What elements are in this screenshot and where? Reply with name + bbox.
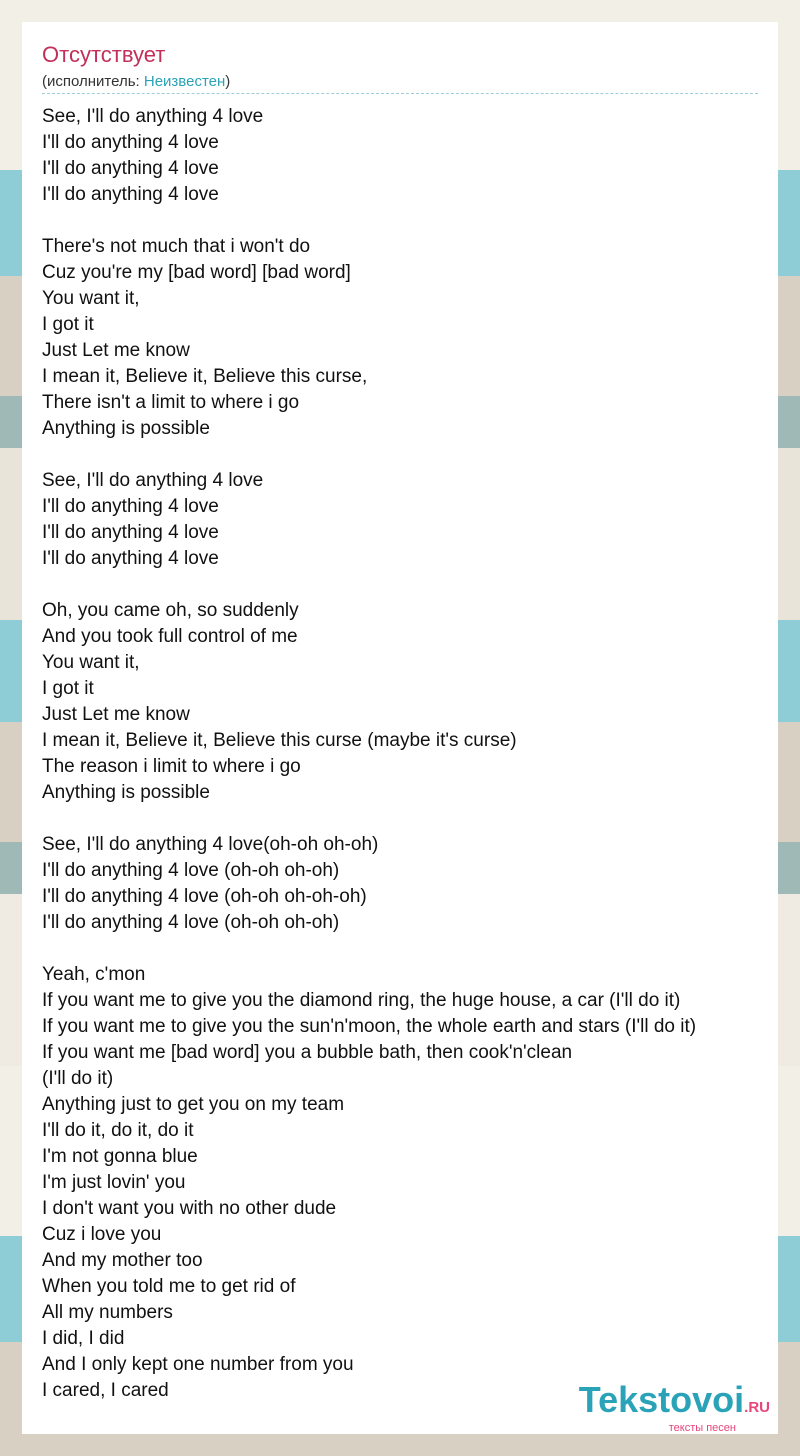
lyric-line: Anything is possible — [42, 782, 210, 803]
lyric-line: Oh, you came oh, so suddenly — [42, 600, 299, 621]
lyric-line: I cared, I cared — [42, 1380, 169, 1401]
lyric-line — [42, 208, 762, 234]
lyric-line: Cuz i love you — [42, 1224, 162, 1245]
lyric-line: Anything is possible — [42, 418, 210, 439]
lyric-line: I'll do it, do it, do it — [42, 1120, 194, 1141]
lyric-line: I'll do anything 4 love — [42, 496, 219, 517]
lyric-line: I mean it, Believe it, Believe this curse, — [42, 366, 368, 387]
lyric-line: See, I'll do anything 4 love — [42, 106, 264, 127]
lyric-line: I'll do anything 4 love — [42, 132, 219, 153]
lyric-line: You want it, — [42, 652, 140, 673]
lyric-line: I'll do anything 4 love — [42, 548, 219, 569]
title-divider — [42, 93, 758, 94]
lyric-line: And my mother too — [42, 1250, 203, 1271]
lyric-line — [42, 806, 762, 832]
lyric-line: I'm not gonna blue — [42, 1146, 198, 1167]
lyric-line: See, I'll do anything 4 love(oh-oh oh-oh) — [42, 834, 379, 855]
lyric-line: And I only kept one number from you — [42, 1354, 354, 1375]
lyric-line: I'll do anything 4 love (oh-oh oh-oh-oh) — [42, 886, 367, 907]
lyric-line: I'll do anything 4 love — [42, 522, 219, 543]
artist-line — [42, 73, 230, 90]
lyric-line — [42, 442, 762, 468]
lyric-line: There isn't a limit to where i go — [42, 392, 300, 413]
artist-link[interactable]: Неизвестен — [143, 73, 226, 90]
lyric-line: I'll do anything 4 love (oh-oh oh-oh) — [42, 860, 340, 881]
lyric-line: There's not much that i won't do — [42, 236, 311, 257]
site-logo[interactable] — [578, 1379, 770, 1434]
artist-prefix: (исполнитель: — [42, 73, 144, 90]
lyric-line: I mean it, Believe it, Believe this curse (maybe it's curse) — [42, 730, 517, 751]
lyric-line: If you want me [bad word] you a bubble bath, then cook'n'clean — [42, 1042, 573, 1063]
lyric-line: I got it — [42, 314, 94, 335]
lyric-line: I'll do anything 4 love — [42, 158, 219, 179]
lyric-line: Just Let me know — [42, 340, 190, 361]
lyric-line: Anything just to get you on my team — [42, 1094, 345, 1115]
lyric-line: Cuz you're my [bad word] [bad word] — [42, 262, 351, 283]
lyric-line: (I'll do it) — [42, 1068, 114, 1089]
lyric-line: If you want me to give you the diamond ring, the huge house, a car (I'll do it) — [42, 990, 681, 1011]
lyric-line: I'll do anything 4 love (oh-oh oh-oh) — [42, 912, 340, 933]
lyric-line: If you want me to give you the sun'n'moon, the whole earth and stars (I'll do it) — [42, 1016, 697, 1037]
logo-wordmark: Tekstovoi — [578, 1379, 745, 1420]
lyric-line: I'll do anything 4 love — [42, 184, 219, 205]
lyric-line: When you told me to get rid of — [42, 1276, 296, 1297]
lyric-line — [42, 936, 762, 962]
lyric-line: Yeah, c'mon — [42, 964, 146, 985]
lyric-line: I'm just lovin' you — [42, 1172, 186, 1193]
lyric-line: I don't want you with no other dude — [42, 1198, 337, 1219]
lyric-line: Just Let me know — [42, 704, 190, 725]
artist-suffix: ) — [225, 73, 231, 90]
logo-subtitle: тексты песен — [668, 1422, 736, 1434]
lyric-line: I got it — [42, 678, 94, 699]
lyric-line: The reason i limit to where i go — [42, 756, 301, 777]
logo-tld: .RU — [744, 1399, 770, 1416]
song-title: Отсутствует — [42, 42, 166, 67]
lyrics-card — [22, 22, 778, 1434]
lyrics-text — [42, 104, 762, 1404]
lyric-line: All my numbers — [42, 1302, 173, 1323]
lyric-line: See, I'll do anything 4 love — [42, 470, 264, 491]
lyric-line: You want it, — [42, 288, 140, 309]
lyric-line: And you took full control of me — [42, 626, 298, 647]
lyric-line — [42, 572, 762, 598]
lyric-line: I did, I did — [42, 1328, 125, 1349]
